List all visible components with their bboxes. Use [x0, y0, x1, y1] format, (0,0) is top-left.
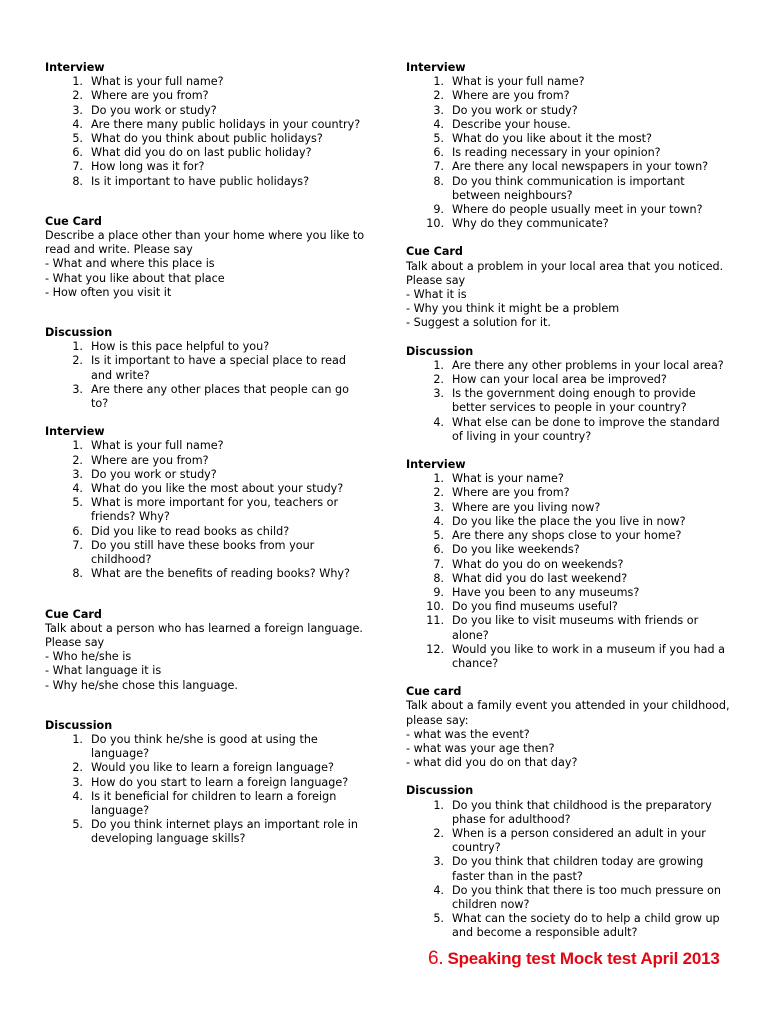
question-number: 3. [72, 103, 83, 117]
question-number: 7. [72, 160, 83, 174]
discussion-section [45, 719, 365, 847]
question-number: 4. [72, 482, 83, 496]
question-item [45, 790, 365, 818]
question-text: Do you still have these books from your childhood? [91, 538, 315, 567]
question-text: Do you work or study? [91, 467, 217, 481]
footer-number: 6. [428, 948, 444, 969]
question-text: Would you like to work in a museum if you had a chance? [452, 642, 725, 670]
question-number: 10. [426, 600, 444, 614]
question-item [406, 586, 731, 600]
cue-card-section [406, 685, 731, 770]
question-list [406, 799, 731, 941]
question-item [406, 75, 731, 89]
section-heading: Cue Card [45, 607, 102, 621]
question-item [406, 572, 731, 586]
question-text: Do you like to visit museums with friends or alone? [452, 614, 699, 642]
question-number: 3. [72, 382, 83, 396]
question-number: 1. [433, 75, 444, 89]
question-text: What do you do on weekends? [452, 557, 624, 571]
question-item [45, 146, 365, 160]
question-text: Is it important to have public holidays? [91, 174, 310, 188]
question-text: Where are you from? [452, 486, 570, 500]
question-item [45, 454, 365, 468]
question-number: 7. [433, 557, 444, 571]
section-heading: Discussion [406, 344, 474, 358]
question-number: 4. [433, 415, 444, 429]
question-text: What do you think about public holidays? [91, 132, 323, 146]
question-number: 2. [72, 761, 83, 775]
question-text: Where are you living now? [452, 500, 601, 514]
cue-card-section [406, 245, 731, 330]
cue-card-point: - Why he/she chose this language. [45, 678, 238, 692]
question-text: Is reading necessary in your opinion? [452, 146, 661, 160]
question-item [45, 733, 365, 761]
interview-section [406, 458, 731, 671]
question-item [45, 160, 365, 174]
section-heading: Interview [406, 61, 466, 74]
question-list [45, 340, 365, 411]
question-item [45, 818, 365, 846]
question-list [45, 439, 365, 581]
question-text: Are there any local newspapers in your town? [452, 160, 709, 174]
question-text: What did you do last weekend? [452, 571, 628, 585]
question-text: How long was it for? [91, 160, 205, 174]
question-item [406, 529, 731, 543]
cue-card-point: - What it is [406, 288, 467, 302]
question-item [45, 132, 365, 146]
question-number: 10. [426, 217, 444, 231]
question-number: 4. [433, 883, 444, 897]
question-list [406, 359, 731, 444]
question-item [406, 104, 731, 118]
cue-card-point: - Why you think it might be a problem [406, 302, 620, 316]
question-item [406, 543, 731, 557]
question-item [406, 515, 731, 529]
question-item [406, 416, 731, 444]
question-number: 3. [433, 500, 444, 514]
section-heading: Discussion [45, 718, 113, 732]
section-heading: Interview [45, 425, 105, 439]
interview-section [45, 425, 365, 581]
question-item [406, 472, 731, 486]
cue-card-section [45, 608, 365, 693]
question-number: 2. [72, 354, 83, 368]
question-text: What is your name? [452, 472, 564, 486]
question-number: 8. [433, 174, 444, 188]
question-text: Where do people usually meet in your town? [452, 203, 703, 217]
right-column [406, 61, 731, 941]
question-text: When is a person considered an adult in your country? [452, 826, 706, 855]
question-number: 2. [433, 373, 444, 387]
question-list [45, 75, 365, 189]
question-number: 4. [72, 117, 83, 131]
question-item [45, 75, 365, 89]
question-item [406, 884, 731, 912]
section-heading: Cue Card [406, 245, 463, 259]
question-text: Are there any other places that people can go to? [91, 382, 349, 411]
section-heading: Cue card [406, 685, 462, 699]
question-text: Do you find museums useful? [452, 600, 618, 614]
question-item [45, 340, 365, 354]
question-text: Why do they communicate? [452, 217, 609, 231]
footer-title: Speaking test Mock test April 2013 [447, 949, 720, 968]
question-item [45, 567, 365, 581]
question-number: 12. [426, 642, 444, 656]
cue-card-point: - How often you visit it [45, 285, 172, 299]
question-item [406, 827, 731, 855]
question-item [406, 558, 731, 572]
question-text: How can your local area be improved? [452, 373, 667, 387]
interview-section [45, 61, 365, 189]
question-number: 5. [72, 496, 83, 510]
question-number: 4. [433, 117, 444, 131]
question-item [406, 89, 731, 103]
cue-card-point: - What you like about that place [45, 271, 225, 285]
cue-card-point: - what was the event? [406, 727, 530, 741]
question-text: Is it important to have a special place to read and write? [91, 354, 346, 382]
question-text: What did you do on last public holiday? [91, 146, 312, 160]
question-item [406, 146, 731, 160]
question-item [406, 501, 731, 515]
question-item [406, 359, 731, 373]
section-heading: Interview [45, 61, 105, 74]
question-number: 1. [433, 472, 444, 486]
question-number: 1. [72, 340, 83, 354]
question-item [406, 486, 731, 500]
discussion-section [406, 345, 731, 444]
question-item [45, 175, 365, 189]
question-text: Do you work or study? [91, 103, 217, 117]
question-text: Do you think that there is too much pressure on children now? [452, 883, 721, 911]
question-item [45, 118, 365, 132]
question-item [406, 643, 731, 671]
question-item [45, 482, 365, 496]
question-text: Where are you from? [91, 89, 209, 103]
question-text: Do you think internet plays an important role in developing language skills? [91, 818, 358, 846]
question-item [406, 203, 731, 217]
question-number: 2. [433, 89, 444, 103]
question-text: Do you think that childhood is the preparatory phase for adulthood? [452, 798, 712, 826]
question-number: 2. [433, 826, 444, 840]
question-text: What is your full name? [91, 75, 224, 89]
section-heading: Cue Card [45, 214, 102, 228]
question-number: 2. [433, 486, 444, 500]
question-text: Do you like weekends? [452, 543, 580, 557]
question-number: 11. [426, 614, 444, 628]
question-number: 6. [433, 543, 444, 557]
question-item [406, 175, 731, 203]
question-number: 2. [72, 89, 83, 103]
question-text: Do you work or study? [452, 103, 578, 117]
question-text: What else can be done to improve the standard of living in your country? [452, 415, 720, 443]
question-text: What is more important for you, teachers or friends? Why? [91, 496, 339, 524]
question-number: 9. [433, 203, 444, 217]
question-text: Do you think that children today are growing faster than in the past? [452, 855, 704, 883]
question-number: 6. [433, 146, 444, 160]
question-text: How do you start to learn a foreign language? [91, 775, 349, 789]
question-item [406, 912, 731, 940]
question-number: 5. [72, 818, 83, 832]
question-text: Did you like to read books as child? [91, 524, 290, 538]
question-number: 5. [433, 529, 444, 543]
question-item [406, 118, 731, 132]
question-number: 8. [72, 174, 83, 188]
question-text: Have you been to any museums? [452, 585, 640, 599]
cue-card-prompt: Talk about a family event you attended in your childhood, please say: [406, 699, 730, 727]
question-text: Do you think he/she is good at using the language? [91, 732, 318, 761]
question-list [45, 733, 365, 847]
question-item [406, 799, 731, 827]
question-item [406, 600, 731, 614]
question-item [406, 373, 731, 387]
question-text: Do you think communication is important between neighbours? [452, 174, 685, 202]
question-item [45, 496, 365, 524]
question-number: 7. [72, 538, 83, 552]
question-item [406, 160, 731, 174]
question-number: 9. [433, 585, 444, 599]
question-text: What can the society do to help a child grow up and become a responsible adult? [452, 912, 720, 940]
question-text: What are the benefits of reading books? Why? [91, 567, 350, 581]
question-number: 6. [72, 524, 83, 538]
question-number: 1. [433, 358, 444, 372]
section-heading: Discussion [406, 784, 474, 798]
question-item [406, 855, 731, 883]
question-number: 1. [433, 798, 444, 812]
question-number: 8. [433, 571, 444, 585]
cue-card-prompt: Talk about a person who has learned a foreign language. Please say [45, 621, 363, 649]
question-text: What do you like about it the most? [452, 132, 652, 146]
question-item [406, 614, 731, 642]
cue-card-section [45, 215, 365, 300]
question-number: 5. [433, 912, 444, 926]
cue-card-point: - what did you do on that day? [406, 756, 578, 770]
cue-card-point: - Who he/she is [45, 650, 132, 664]
question-list [406, 472, 731, 671]
question-text: Are there any shops close to your home? [452, 529, 682, 543]
question-number: 1. [72, 439, 83, 453]
question-number: 5. [433, 132, 444, 146]
question-text: How is this pace helpful to you? [91, 340, 270, 354]
discussion-section [45, 326, 365, 411]
question-item [45, 439, 365, 453]
question-text: Where are you from? [452, 89, 570, 103]
question-item [45, 354, 365, 382]
question-number: 1. [72, 732, 83, 746]
discussion-section [406, 784, 731, 940]
question-number: 3. [433, 103, 444, 117]
cue-card-point: - What language it is [45, 664, 162, 678]
question-item [45, 525, 365, 539]
question-number: 3. [433, 855, 444, 869]
question-text: Describe your house. [452, 117, 571, 131]
question-item [45, 468, 365, 482]
question-text: Are there many public holidays in your country? [91, 117, 361, 131]
question-item [45, 89, 365, 103]
question-number: 5. [72, 132, 83, 146]
question-item [406, 217, 731, 231]
question-text: What do you like the most about your study? [91, 482, 344, 496]
question-item [406, 387, 731, 415]
interview-section [406, 61, 731, 231]
question-item [45, 104, 365, 118]
question-text: Do you like the place the you live in now? [452, 514, 686, 528]
left-column [45, 61, 365, 847]
question-number: 6. [72, 146, 83, 160]
cue-card-point: - what was your age then? [406, 741, 555, 755]
question-number: 4. [72, 789, 83, 803]
question-text: Is the government doing enough to provide better services to people in your country? [452, 387, 696, 415]
question-text: Where are you from? [91, 453, 209, 467]
question-number: 4. [433, 514, 444, 528]
section-heading: Interview [406, 458, 466, 472]
question-item [406, 132, 731, 146]
question-text: What is your full name? [91, 439, 224, 453]
question-number: 8. [72, 567, 83, 581]
question-text: Are there any other problems in your local area? [452, 358, 724, 372]
cue-card-point: - Suggest a solution for it. [406, 316, 551, 330]
cue-card-prompt: Describe a place other than your home where you like to read and write. Please say [45, 229, 365, 257]
question-text: Would you like to learn a foreign language? [91, 761, 334, 775]
page-footer [428, 948, 720, 969]
question-item [45, 539, 365, 567]
question-number: 3. [72, 467, 83, 481]
section-heading: Discussion [45, 326, 113, 340]
question-number: 7. [433, 160, 444, 174]
question-number: 3. [433, 387, 444, 401]
question-number: 3. [72, 775, 83, 789]
question-number: 1. [72, 75, 83, 89]
question-text: What is your full name? [452, 75, 585, 89]
question-list [406, 75, 731, 231]
cue-card-prompt: Talk about a problem in your local area that you noticed. Please say [406, 259, 724, 287]
question-item [45, 761, 365, 775]
question-item [45, 383, 365, 411]
question-text: Is it beneficial for children to learn a foreign language? [91, 789, 337, 817]
question-item [45, 776, 365, 790]
question-number: 2. [72, 453, 83, 467]
cue-card-point: - What and where this place is [45, 257, 215, 271]
